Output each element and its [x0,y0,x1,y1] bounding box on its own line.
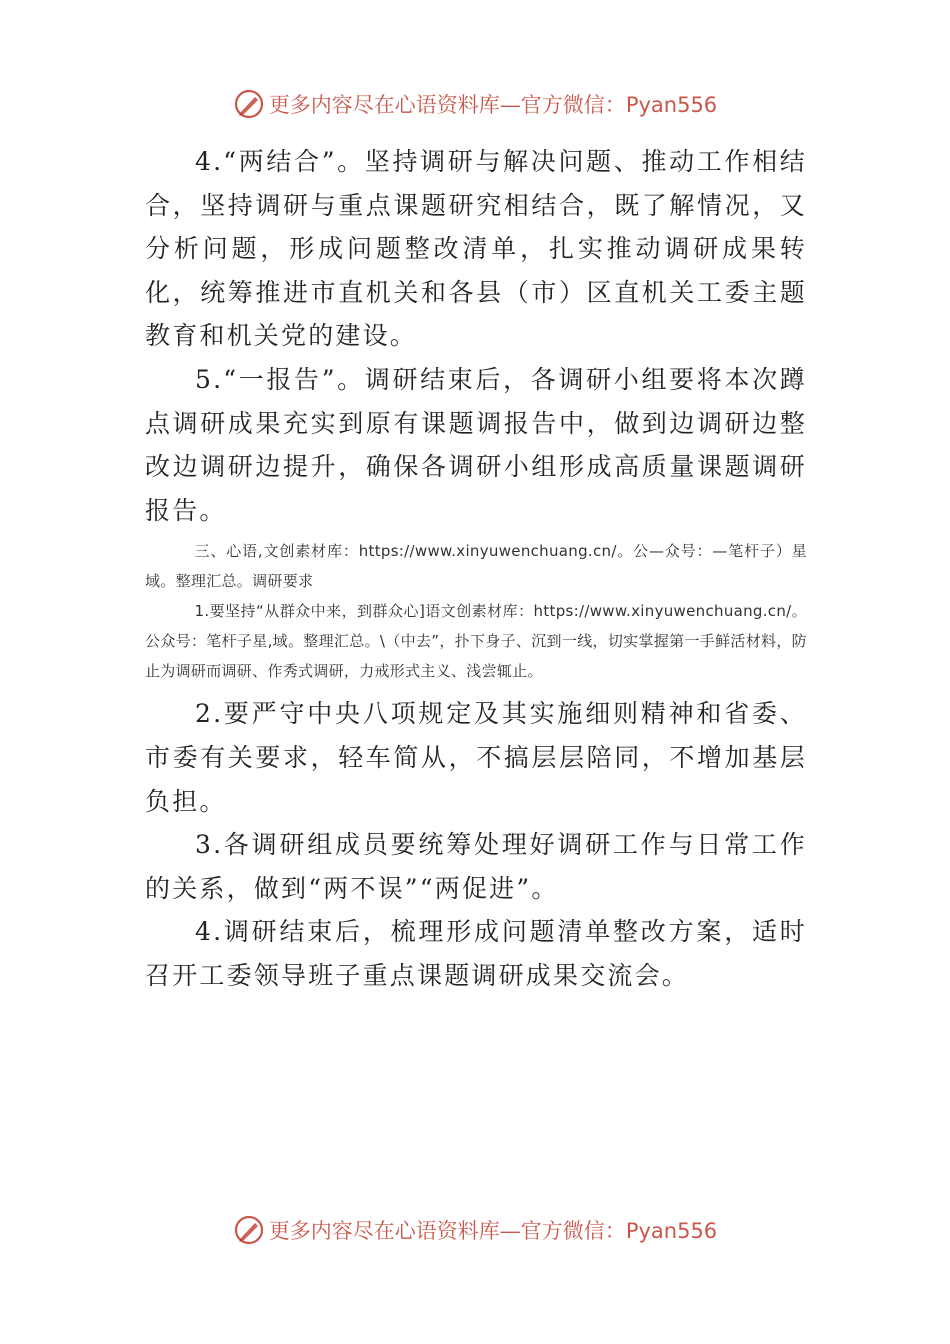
footer-banner-wechat: Pyan556 [625,1219,718,1243]
requirement-item-1: 1.要坚持“从群众中来，到群众心]语文创素材库：https://www.xinyuwenchuang.cn/。公众号：笔杆子星,域。整理汇总。\（中去”，扑下身子、沉到一线，切实掌握第一手鲜活材料，防止为调研而调研、作秀式调研，力戒形式主义、浅尝辄止。 [145,602,807,681]
pen-logo-icon [233,88,265,120]
footer-banner-text [269,1215,717,1245]
footer-banner-label: 更多内容尽在心语资料库—官方微信： [268,1219,626,1243]
header-banner [0,84,950,124]
paragraph-one-report: 5.“一报告”。调研结束后，各调研小组要将本次蹲点调研成果充实到原有课题调报告中，做到边调研边整改边调研边提升，确保各调研小组形成高质量课题调研报告。 [145,364,807,525]
header-banner-text [269,89,717,119]
requirement-item-2: 2.要严守中央八项规定及其实施细则精神和省委、市委有关要求，轻车简从，不搞层层陪同，不增加基层负担。 [145,699,807,816]
pen-logo-icon [233,1214,265,1246]
requirement-item-3: 3.各调研组成员要统筹处理好调研工作与日常工作的关系，做到“两不误”“两促进”。 [145,830,807,903]
header-banner-label: 更多内容尽在心语资料库—官方微信： [268,93,626,117]
paragraph-two-combinations: 4.“两结合”。坚持调研与解决问题、推动工作相结合，坚持调研与重点课题研究相结合，既了解情况，又分析问题，形成问题整改清单，扎实推动调研成果转化，统筹推进市直机关和各县（市）区直机关工委主题教育和机关党的建设。 [145,147,807,351]
section-heading-requirements: 三、心语,文创素材库：https://www.xinyuwenchuang.cn/。公—众号：—笔杆子）星域。整理汇总。调研要求 [145,542,807,591]
header-banner-wechat: Pyan556 [625,93,718,117]
requirement-item-4: 4.调研结束后，梳理形成问题清单整改方案，适时召开工委领导班子重点课题调研成果交流会。 [145,917,807,990]
footer-banner [0,1210,950,1250]
document-body [145,140,807,998]
